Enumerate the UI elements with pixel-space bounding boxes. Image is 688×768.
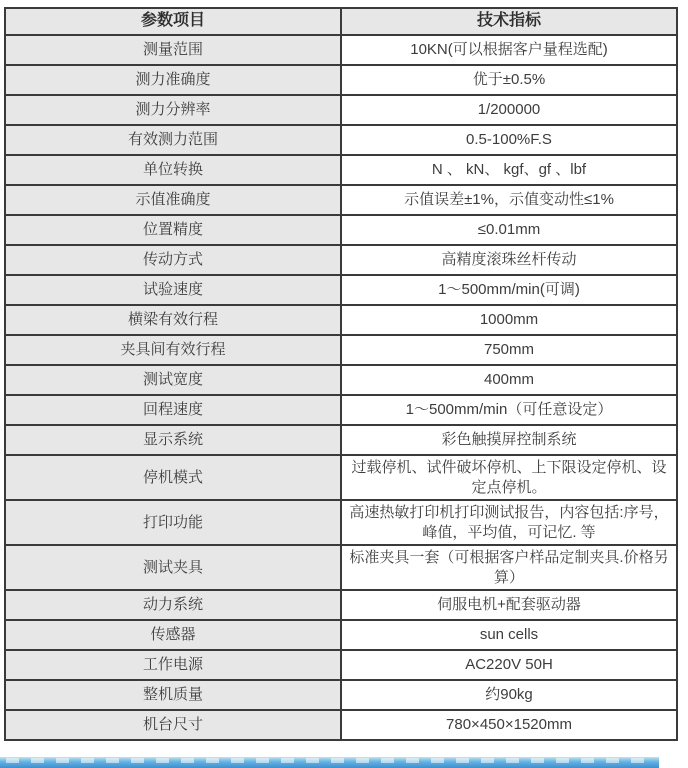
spec-table-head xyxy=(5,8,677,35)
table-row xyxy=(5,215,677,245)
param-cell: 夹具间有效行程 xyxy=(5,335,341,365)
header-cell-param: 参数项目 xyxy=(5,8,341,35)
value-cell: 高精度滚珠丝杆传动 xyxy=(341,245,677,275)
param-cell: 测试宽度 xyxy=(5,365,341,395)
param-cell: 测试夹具 xyxy=(5,545,341,590)
header-cell-value: 技术指标 xyxy=(341,8,677,35)
table-row xyxy=(5,620,677,650)
param-cell: 横梁有效行程 xyxy=(5,305,341,335)
param-cell: 传感器 xyxy=(5,620,341,650)
value-cell: 标准夹具一套（可根据客户样品定制夹具.价格另算） xyxy=(341,545,677,590)
param-cell: 停机模式 xyxy=(5,455,341,500)
param-cell: 位置精度 xyxy=(5,215,341,245)
param-cell: 测量范围 xyxy=(5,35,341,65)
value-cell: AC220V 50H xyxy=(341,650,677,680)
table-row xyxy=(5,275,677,305)
value-cell: 1～500mm/min(可调) xyxy=(341,275,677,305)
table-row xyxy=(5,95,677,125)
table-row xyxy=(5,455,677,500)
table-row xyxy=(5,365,677,395)
table-row xyxy=(5,425,677,455)
param-cell: 测力分辨率 xyxy=(5,95,341,125)
table-row xyxy=(5,245,677,275)
spec-table-body xyxy=(5,35,677,740)
value-cell: 780×450×1520mm xyxy=(341,710,677,740)
value-cell: 优于±0.5% xyxy=(341,65,677,95)
value-cell: 伺服电机+配套驱动器 xyxy=(341,590,677,620)
value-cell: ≤0.01mm xyxy=(341,215,677,245)
param-cell: 有效测力范围 xyxy=(5,125,341,155)
value-cell: 1000mm xyxy=(341,305,677,335)
value-cell: 过载停机、试件破坏停机、上下限设定停机、设定点停机。 xyxy=(341,455,677,500)
bottom-banner-strip xyxy=(0,757,659,768)
value-cell: 10KN(可以根据客户量程选配) xyxy=(341,35,677,65)
param-cell: 测力准确度 xyxy=(5,65,341,95)
value-cell: 1/200000 xyxy=(341,95,677,125)
value-cell: 0.5-100%F.S xyxy=(341,125,677,155)
param-cell: 传动方式 xyxy=(5,245,341,275)
spec-table xyxy=(4,7,678,741)
param-cell: 示值准确度 xyxy=(5,185,341,215)
table-row xyxy=(5,680,677,710)
header-row xyxy=(5,8,677,35)
table-row xyxy=(5,545,677,590)
value-cell: 示值误差±1%，示值变动性≤1% xyxy=(341,185,677,215)
param-cell: 动力系统 xyxy=(5,590,341,620)
param-cell: 工作电源 xyxy=(5,650,341,680)
param-cell: 整机质量 xyxy=(5,680,341,710)
param-cell: 试验速度 xyxy=(5,275,341,305)
table-row xyxy=(5,395,677,425)
param-cell: 显示系统 xyxy=(5,425,341,455)
table-row xyxy=(5,35,677,65)
value-cell: sun cells xyxy=(341,620,677,650)
table-row xyxy=(5,650,677,680)
value-cell: 彩色触摸屏控制系统 xyxy=(341,425,677,455)
value-cell: 1～500mm/min（可任意设定） xyxy=(341,395,677,425)
value-cell: N 、 kN、 kgf、gf 、lbf xyxy=(341,155,677,185)
param-cell: 单位转换 xyxy=(5,155,341,185)
table-row xyxy=(5,500,677,545)
table-row xyxy=(5,305,677,335)
table-row xyxy=(5,65,677,95)
param-cell: 回程速度 xyxy=(5,395,341,425)
table-row xyxy=(5,125,677,155)
table-row xyxy=(5,590,677,620)
value-cell: 约90kg xyxy=(341,680,677,710)
value-cell: 高速热敏打印机打印测试报告，内容包括:序号，峰值，平均值，可记忆. 等 xyxy=(341,500,677,545)
table-row xyxy=(5,335,677,365)
value-cell: 400mm xyxy=(341,365,677,395)
value-cell: 750mm xyxy=(341,335,677,365)
param-cell: 打印功能 xyxy=(5,500,341,545)
param-cell: 机台尺寸 xyxy=(5,710,341,740)
table-row xyxy=(5,710,677,740)
table-row xyxy=(5,155,677,185)
table-row xyxy=(5,185,677,215)
